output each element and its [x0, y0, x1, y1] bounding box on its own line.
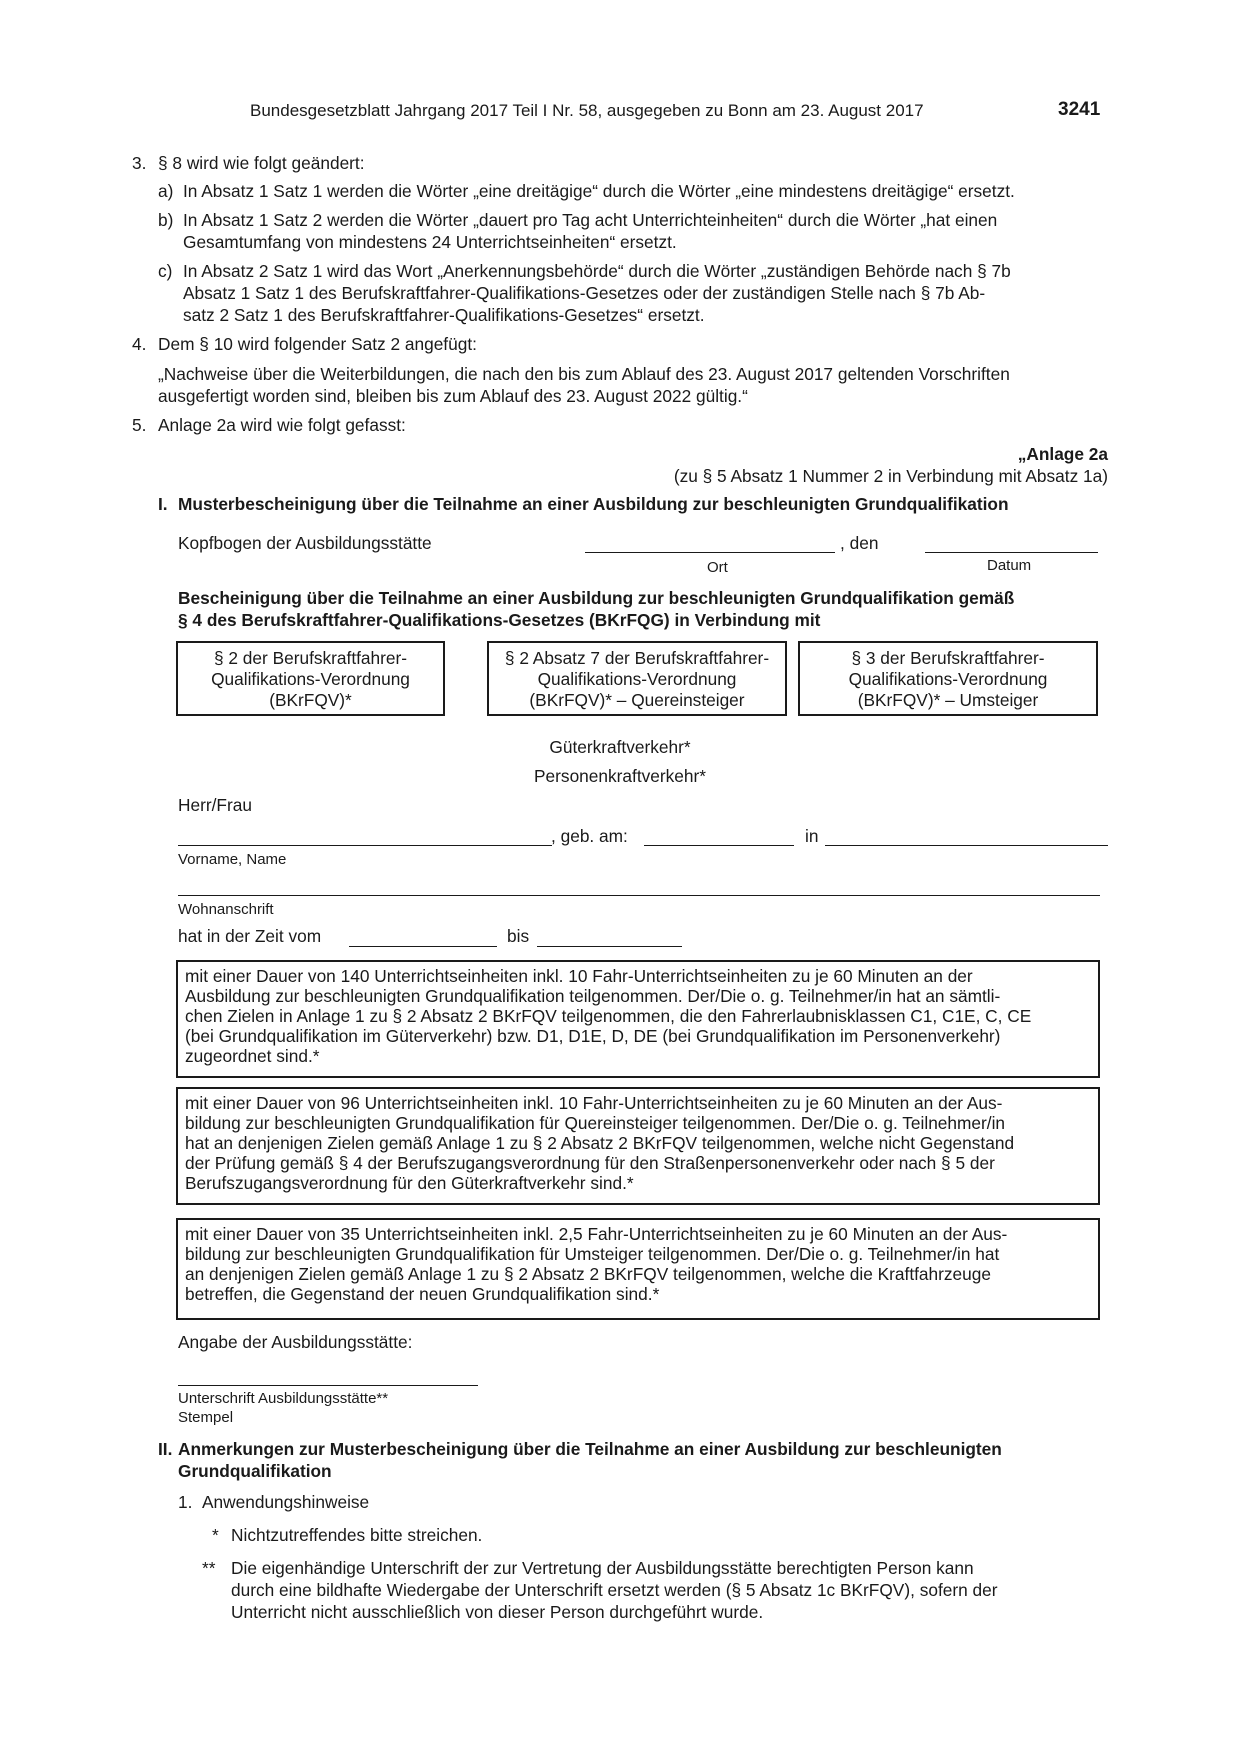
page-number: 3241 [1058, 99, 1101, 120]
anlage-reference: (zu § 5 Absatz 1 Nummer 2 in Verbindung mit Absatz 1a) [673, 466, 1108, 486]
option-box-section-2[interactable] [176, 641, 445, 716]
note-2-line-2: durch eine bildhafte Wiedergabe der Unterschrift ersetzt werden (§ 5 Absatz 1c BKrFQV), sofern der [231, 1580, 998, 1600]
note-2-mark: ** [202, 1558, 216, 1578]
datum-input-line[interactable] [925, 552, 1098, 553]
option-box-umsteiger[interactable] [798, 641, 1098, 716]
option-box-quereinsteiger[interactable] [487, 641, 787, 716]
running-header: Bundesgesetzblatt Jahrgang 2017 Teil I Nr. 58, ausgegeben zu Bonn am 23. August 2017 [250, 101, 924, 120]
item-3-number: 3. [132, 153, 147, 173]
box1-line-4: (bei Grundqualifikation im Güterverkehr) bzw. D1, D1E, D, DE (bei Grundqualifikation im Personenverkehr) [185, 1026, 1001, 1046]
name-input-line[interactable] [178, 845, 552, 846]
option-2-line-1: § 2 Absatz 7 der Berufskraftfahrer- [504, 648, 770, 668]
den-label: , den [840, 533, 879, 553]
item-3c-line-2: Absatz 1 Satz 1 des Berufskraftfahrer-Qualifikations-Gesetzes oder der zuständigen Stelle nach § 7b Ab- [183, 283, 986, 303]
item-4-quote-line-2: ausgefertigt worden sind, bleiben bis zum Ablauf des 23. August 2022 gültig.“ [158, 386, 748, 406]
box1-line-5: zugeordnet sind.* [185, 1046, 320, 1066]
item-5-number: 5. [132, 415, 147, 435]
option-1-line-2: Qualifikations-Verordnung [211, 669, 410, 689]
zeit-vom-label: hat in der Zeit vom [178, 926, 322, 946]
option-box-96-units[interactable] [176, 1087, 1100, 1205]
angabe-label: Angabe der Ausbildungsstätte: [178, 1332, 413, 1352]
note-2-line-3: Unterricht nicht ausschließlich von dieser Person durchgeführt wurde. [231, 1602, 764, 1622]
birthplace-input-line[interactable] [825, 845, 1108, 846]
wohnanschrift-caption: Wohnanschrift [178, 901, 274, 918]
bis-label: bis [507, 926, 530, 946]
note-1-mark: * [212, 1525, 219, 1545]
address-input-line[interactable] [178, 895, 1100, 896]
option-3-line-1: § 3 der Berufskraftfahrer- [851, 648, 1045, 668]
item-3c-line-1: In Absatz 2 Satz 1 wird das Wort „Anerkennungsbehörde“ durch die Wörter „zuständigen Behörde nach § 7b [183, 261, 1011, 281]
box3-line-1: mit einer Dauer von 35 Unterrichtseinheiten inkl. 2,5 Fahr-Unterrichtseinheiten zu je 60 Minuten an der Aus- [185, 1224, 1008, 1244]
vorname-name-caption: Vorname, Name [178, 851, 287, 868]
item-3b-line-1: In Absatz 1 Satz 2 werden die Wörter „dauert pro Tag acht Unterrichteinheiten“ durch die Wörter „hat einen [183, 210, 998, 230]
box2-line-1: mit einer Dauer von 96 Unterrichtseinheiten inkl. 10 Fahr-Unterrichtseinheiten zu je 60 Minuten an der Aus- [185, 1093, 1003, 1113]
item-3c-line-3: satz 2 Satz 1 des Berufskraftfahrer-Qualifikations-Gesetzes“ ersetzt. [183, 305, 705, 325]
box3-line-2: bildung zur beschleunigten Grundqualifikation für Umsteiger teilgenommen. Der/Die o. g. Teilnehmer/in hat [185, 1244, 1000, 1264]
section-2-heading-line-1: Anmerkungen zur Musterbescheinigung über die Teilnahme an einer Ausbildung zur beschleunigten [178, 1439, 1002, 1459]
kopfbogen-label: Kopfbogen der Ausbildungsstätte [178, 533, 432, 553]
herr-frau-label: Herr/Frau [178, 795, 252, 815]
item-3a-text: In Absatz 1 Satz 1 werden die Wörter „eine dreitägige“ durch die Wörter „eine mindestens dreitägige“ ersetzt. [183, 181, 1015, 201]
item-4-number: 4. [132, 334, 147, 354]
item-4-text: Dem § 10 wird folgender Satz 2 angefügt: [158, 334, 477, 354]
in-label: in [805, 826, 819, 846]
item-4-quote-line-1: „Nachweise über die Weiterbildungen, die nach den bis zum Ablauf des 23. August 2017 geltenden Vorschriften [158, 364, 1010, 384]
ort-input-line[interactable] [585, 552, 835, 553]
start-date-input-line[interactable] [349, 946, 497, 947]
ort-caption: Ort [707, 559, 728, 576]
item-3b-label: b) [158, 210, 174, 230]
box2-line-2: bildung zur beschleunigten Grundqualifikation für Quereinsteiger teilgenommen. Der/Die o. g. Teilnehmer/in [185, 1113, 1006, 1133]
note-2-line-1: Die eigenhändige Unterschrift der zur Vertretung der Ausbildungsstätte berechtigten Person kann [231, 1558, 974, 1578]
item-5-text: Anlage 2a wird wie folgt gefasst: [158, 415, 406, 435]
personenkraftverkehr-option[interactable]: Personenkraftverkehr* [534, 766, 706, 786]
subsection-title: Anwendungshinweise [202, 1492, 370, 1512]
box1-line-2: Ausbildung zur beschleunigten Grundqualifikation teilgenommen. Der/Die o. g. Teilnehmer/in hat an sämtli- [185, 986, 1001, 1006]
anlage-title: „Anlage 2a [1017, 444, 1108, 464]
item-3c-label: c) [158, 261, 173, 281]
unterschrift-caption: Unterschrift Ausbildungsstätte** [178, 1390, 389, 1407]
option-1-line-1: § 2 der Berufskraftfahrer- [213, 648, 408, 668]
gueterkraftverkehr-option[interactable]: Güterkraftverkehr* [549, 737, 691, 757]
option-1-line-3: (BKrFQV)* [269, 690, 352, 710]
box2-line-4: der Prüfung gemäß § 4 der Berufszugangsverordnung für den Straßenpersonenverkehr oder nach § 5 der [185, 1153, 995, 1173]
section-1-heading: Musterbescheinigung über die Teilnahme an einer Ausbildung zur beschleunigten Grundqualifikation [178, 494, 1009, 514]
item-3a-label: a) [158, 181, 174, 201]
item-3-text: § 8 wird wie folgt geändert: [158, 153, 365, 173]
option-2-line-3: (BKrFQV)* – Quereinsteiger [529, 690, 745, 710]
option-3-line-2: Qualifikations-Verordnung [848, 669, 1048, 689]
datum-caption: Datum [987, 557, 1032, 574]
birthdate-input-line[interactable] [644, 845, 794, 846]
note-1-text: Nichtzutreffendes bitte streichen. [231, 1525, 483, 1545]
option-box-35-units[interactable] [176, 1218, 1100, 1320]
stempel-caption: Stempel [178, 1409, 234, 1426]
box3-line-3: an denjenigen Zielen gemäß Anlage 1 zu § 2 Absatz 2 BKrFQV teilgenommen, welche die Kraftfahrzeuge [185, 1264, 991, 1284]
box1-line-3: chen Zielen in Anlage 1 zu § 2 Absatz 2 BKrFQV teilgenommen, die den Fahrerlaubnisklassen C1, C1E, C, CE [185, 1006, 1032, 1026]
option-2-line-2: Qualifikations-Verordnung [537, 669, 737, 689]
end-date-input-line[interactable] [537, 946, 682, 947]
box2-line-3: hat an denjenigen Zielen gemäß Anlage 1 zu § 2 Absatz 2 BKrFQV teilgenommen, welche nicht Gegenstand [185, 1133, 1015, 1153]
section-1-number: I. [158, 494, 168, 514]
certificate-heading-line-2: § 4 des Berufskraftfahrer-Qualifikations-Gesetzes (BKrFQG) in Verbindung mit [178, 610, 821, 630]
geb-am-label: , geb. am: [551, 826, 628, 846]
subsection-number: 1. [178, 1492, 193, 1512]
section-2-number: II. [158, 1439, 173, 1459]
box3-line-4: betreffen, die Gegenstand der neuen Grundqualifikation sind.* [185, 1284, 660, 1304]
item-3b-line-2: Gesamtumfang von mindestens 24 Unterrichtseinheiten“ ersetzt. [183, 232, 677, 252]
signature-line[interactable] [178, 1385, 478, 1386]
box1-line-1: mit einer Dauer von 140 Unterrichtseinheiten inkl. 10 Fahr-Unterrichtseinheiten zu je 60 Minuten an der [185, 966, 973, 986]
box2-line-5: Berufszugangsverordnung für den Güterkraftverkehr sind.* [185, 1173, 634, 1193]
option-box-140-units[interactable] [176, 960, 1100, 1078]
certificate-heading-line-1: Bescheinigung über die Teilnahme an einer Ausbildung zur beschleunigten Grundqualifikation gemäß [178, 588, 1015, 608]
option-3-line-3: (BKrFQV)* – Umsteiger [857, 690, 1039, 710]
section-2-heading-line-2: Grundqualifikation [178, 1461, 332, 1481]
